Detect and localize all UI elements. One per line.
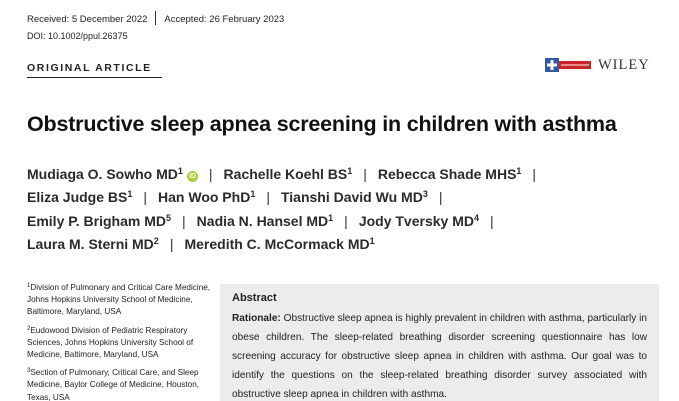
article-dates [27,11,284,25]
author-separator: | [532,166,537,182]
author-separator: | [182,212,186,229]
article-title: Obstructive sleep apnea screening in children with asthma [27,112,617,136]
rationale-text: Obstructive sleep apnea is highly prevalent in children with asthma, particularly in obese children. The sleep-related breathing disorder screening questionnaire has low screening accuracy for obstructive sleep apnea in children with asthma. Our goal was to identify the questions on the sleep-related breathing disorder survey associated with obstructive sleep apnea in children with asthma. [232,313,647,400]
publisher-logo[interactable] [545,56,650,74]
author-separator: | [208,166,213,182]
abstract-heading: Abstract [232,292,277,304]
rationale-label: Rationale: [232,313,281,324]
author-separator: | [344,212,348,229]
author[interactable]: Jody Tversky $MD^4$ [358,212,479,229]
author-line [27,186,677,209]
publisher-name: WILEY [598,56,650,73]
affiliations [27,282,212,401]
author-separator: | [266,189,270,206]
author[interactable]: Laura M. Sterni $MD^2$ [27,235,159,252]
doi[interactable]: DOI: 10.1002/ppul.26375 [27,31,128,41]
author-separator: | [438,189,443,206]
author[interactable]: Rebecca Shade MHS$^1$ [377,166,522,182]
author-line [27,233,677,256]
accepted-date: Accepted: 26 February 2023 [164,14,285,25]
abstract-box [220,284,659,401]
affiliation: $^3$Section of Pulmonary, Critical Care, and Sleep Medicine, Baylor College of Medicine, Houston, Texas, USA [27,368,200,401]
received-date: Received: 5 December 2022 [27,14,148,25]
orcid-icon[interactable]: iD [188,173,196,180]
author-line [27,210,677,233]
author[interactable]: Emily P. Brigham $MD^5$ [27,212,172,229]
author[interactable]: Han Woo PhD$^1$ [158,189,256,206]
author-separator: | [490,212,494,229]
author-list [27,163,677,256]
abstract-text [232,309,647,401]
author[interactable]: Meredith C. McCormack $MD^1$ [184,235,375,252]
affiliation: $^1$Division of Pulmonary and Critical Care Medicine, Johns Hopkins University School of Medicine, Baltimore, Maryland, USA [27,283,211,317]
date-separator [155,11,156,25]
section-rule [27,77,162,78]
author-separator: | [143,189,148,206]
author[interactable]: Tianshi David Wu $MD^3$ [280,189,428,206]
author-line [27,163,677,186]
author[interactable]: Eliza Judge $BS^1$ [27,189,133,206]
author[interactable]: Mudiaga O. Sowho $MD^1$ [27,166,183,182]
section-label: ORIGINAL ARTICLE [27,62,152,74]
author-separator: | [169,235,174,252]
author[interactable]: Nadia N. Hansel $MD^1$ [196,212,334,229]
affiliation: $^2$Eudowood Division of Pediatric Respiratory Sciences, Johns Hopkins University School of Medicine, Baltimore, Maryland, USA [27,325,194,360]
author-separator: | [363,166,367,182]
journal-badge-icon [545,58,591,72]
author[interactable]: Rachelle Koehl $BS^1$ [223,166,353,182]
